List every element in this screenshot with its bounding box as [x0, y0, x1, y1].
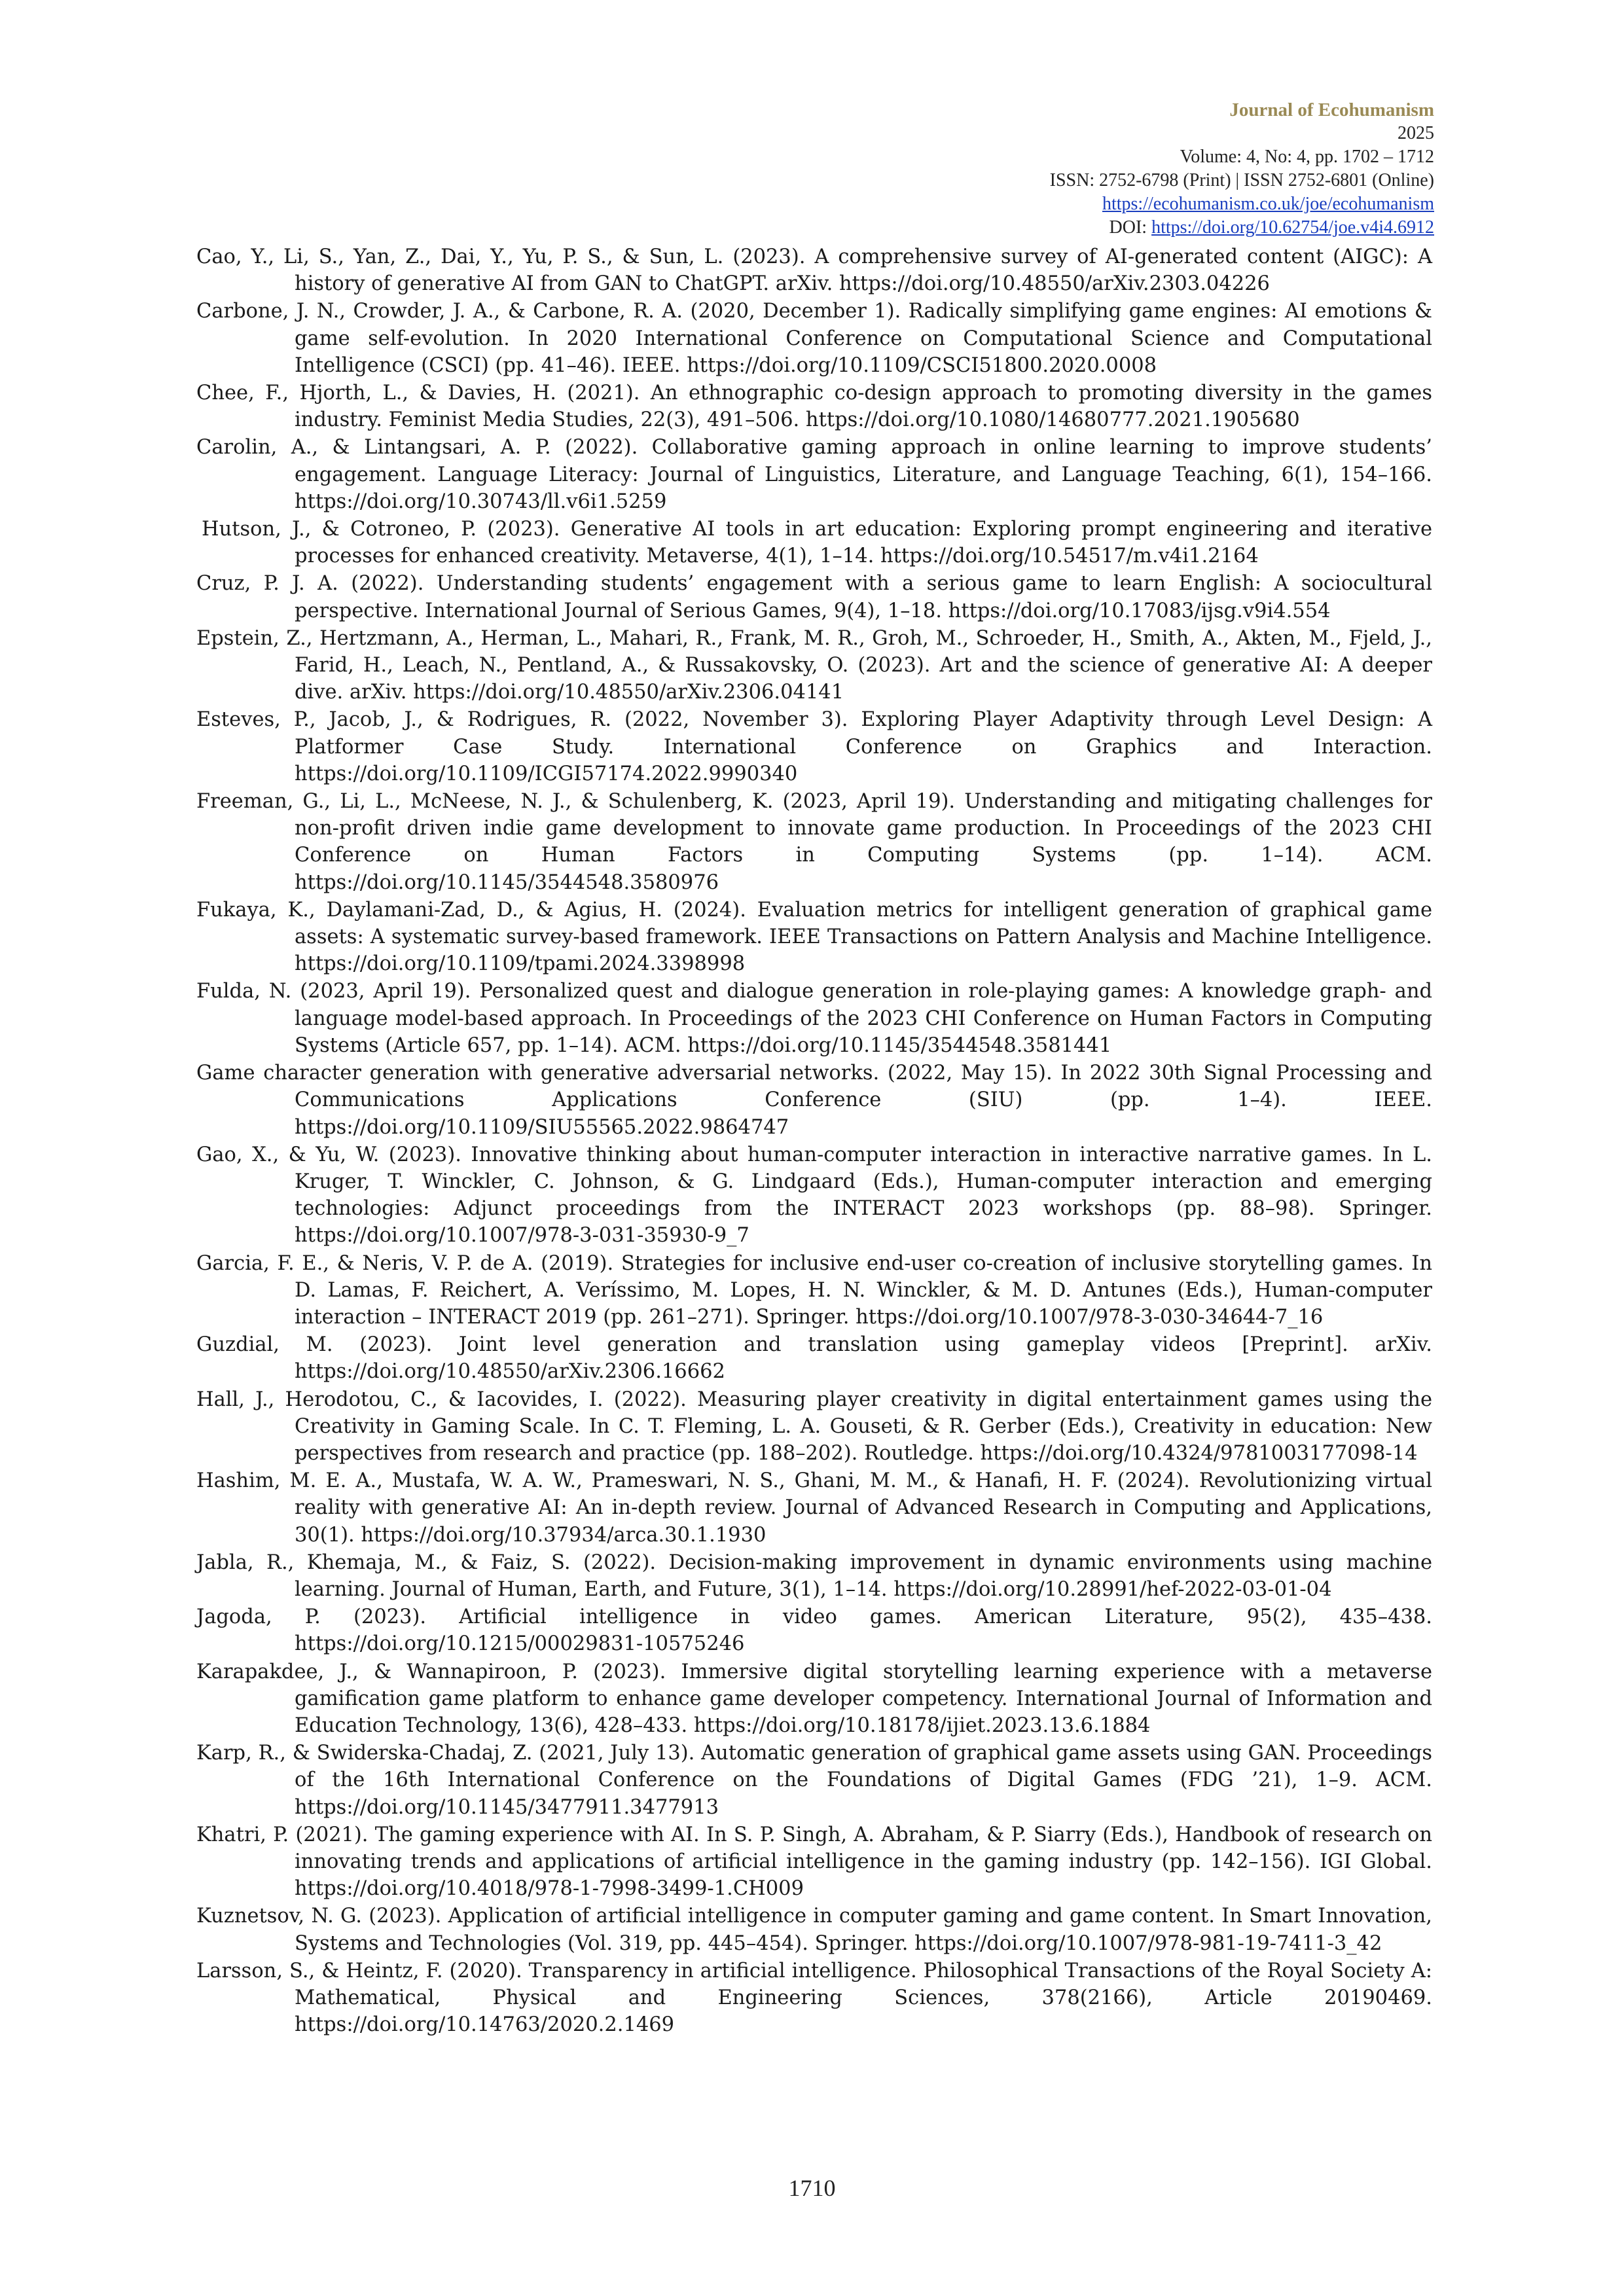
reference-entry: Karapakdee, J., & Wannapiroon, P. (2023). Immersive digital storytelling learning experience with a metaverse gamification game platform to enhance game developer competency. International Journal of Information and Education Technology, 13(6), 428–433. https://doi.org/10.18178/ijiet.2023.13.6.1884 [196, 1660, 1432, 1737]
reference-entry: Larsson, S., & Heintz, F. (2020). Transparency in artificial intelligence. Philosophical Transactions of the Royal Society A: Mathematical, Physical and Engineering Sciences, 378(2166), Article 20190469. https://doi.org/10.14763/2020.2.1469 [196, 1959, 1432, 2037]
reference-list [196, 243, 1432, 2039]
page-number: 1710 [788, 2175, 836, 2201]
journal-header [1050, 98, 1434, 240]
reference-entry: Chee, F., Hjorth, L., & Davies, H. (2021). An ethnographic co-design approach to promoting diversity in the games industry. Feminist Media Studies, 22(3), 491–506. https://doi.org/10.1080/14680777.2021.1905680 [196, 382, 1432, 432]
journal-website-link[interactable]: https://ecohumanism.co.uk/joe/ecohumanism [1102, 194, 1434, 214]
reference-entry: Epstein, Z., Hertzmann, A., Herman, L., Mahari, R., Frank, M. R., Groh, M., Schroeder, H., Smith, A., Akten, M., Fjeld, J., Farid, H., Leach, N., Pentland, A., & Russakovsky, O. (2023). Art and the science of generative AI: A deeper dive. arXiv. https://doi.org/10.48550/arXiv.2306.04141 [196, 626, 1432, 704]
reference-entry: Carolin, A., & Lintangsari, A. P. (2022). Collaborative gaming approach in online learning to improve students’ engagement. Language Literacy: Journal of Linguistics, Literature, and Language Teaching, 6(1), 154–166. https://doi.org/10.30743/ll.v6i1.5259 [196, 436, 1432, 513]
reference-entry: Guzdial, M. (2023). Joint level generation and translation using gameplay videos [Preprint]. arXiv. https://doi.org/10.48550/arXiv.2306.16662 [196, 1333, 1432, 1384]
reference-entry: Hall, J., Herodotou, C., & Iacovides, I. (2022). Measuring player creativity in digital entertainment games using the Creativity in Gaming Scale. In C. T. Fleming, L. A. Gouseti, & R. Gerber (Eds.), Creativity in education: New perspectives from research and practice (pp. 188–202). Routledge. https://doi.org/10.4324/9781003177098-14 [196, 1388, 1432, 1465]
journal-title: Journal of Ecohumanism [1229, 99, 1434, 120]
reference-entry: Karp, R., & Swiderska-Chadaj, Z. (2021, July 13). Automatic generation of graphical game assets using GAN. Proceedings of the 16th International Conference on the Foundations of Digital Games (FDG ’21), 1–9. ACM. https://doi.org/10.1145/3477911.3477913 [196, 1742, 1432, 1819]
reference-entry: Cruz, P. J. A. (2022). Understanding students’ engagement with a serious game to learn English: A sociocultural perspective. International Journal of Serious Games, 9(4), 1–18. https://doi.org/10.17083/ijsg.v9i4.554 [196, 572, 1432, 622]
reference-entry: Game character generation with generative adversarial networks. (2022, May 15). In 2022 30th Signal Processing and Communications Applications Conference (SIU) (pp. 1–4). IEEE. https://doi.org/10.1109/SIU55565.2022.9864747 [196, 1062, 1432, 1139]
reference-entry: Carbone, J. N., Crowder, J. A., & Carbone, R. A. (2020, December 1). Radically simplifying game engines: AI emotions & game self-evolution. In 2020 International Conference on Computational Science and Computational Intelligence (CSCI) (pp. 41–46). IEEE. https://doi.org/10.1109/CSCI51800.2020.0008 [196, 300, 1432, 377]
doi-link[interactable]: https://doi.org/10.62754/joe.v4i4.6912 [1151, 217, 1434, 238]
reference-entry: Hutson, J., & Cotroneo, P. (2023). Generative AI tools in art education: Exploring prompt engineering and iterative processes for enhanced creativity. Metaverse, 4(1), 1–14. https://doi.org/10.54517/m.v4i1.2164 [202, 518, 1432, 568]
reference-entry: Cao, Y., Li, S., Yan, Z., Dai, Y., Yu, P. S., & Sun, L. (2023). A comprehensive survey of AI-generated content (AIGC): A history of generative AI from GAN to ChatGPT. arXiv. https://doi.org/10.48550/arXiv.2303.04226 [196, 245, 1432, 296]
issn-info: ISSN: 2752-6798 (Print) | ISSN 2752-6801 (Online) [1049, 170, 1434, 190]
reference-entry: Jagoda, P. (2023). Artificial intelligence in video games. American Literature, 95(2), 435–438. https://doi.org/10.1215/00029831-10575246 [196, 1605, 1432, 1656]
reference-entry: Khatri, P. (2021). The gaming experience with AI. In S. P. Singh, A. Abraham, & P. Siarry (Eds.), Handbook of research on innovating trends and applications of artificial intelligence in the gaming industry (pp. 142–156). IGI Global. https://doi.org/10.4018/978-1-7998-3499-1.CH009 [196, 1823, 1432, 1901]
reference-entry: Fukaya, K., Daylamani-Zad, D., & Agius, H. (2024). Evaluation metrics for intelligent generation of graphical game assets: A systematic survey-based framework. IEEE Transactions on Pattern Analysis and Machine Intelligence. https://doi.org/10.1109/tpami.2024.3398998 [196, 898, 1432, 976]
reference-entry: Garcia, F. E., & Neris, V. P. de A. (2019). Strategies for inclusive end-user co-creation of inclusive storytelling games. In D. Lamas, F. Reichert, A. Veríssimo, M. Lopes, H. N. Winckler, & M. D. Antunes (Eds.), Human-computer interaction – INTERACT 2019 (pp. 261–271). Springer. https://doi.org/10.1007/978-3-030-34644-7_16 [196, 1251, 1432, 1329]
reference-entry: Hashim, M. E. A., Mustafa, W. A. W., Prameswari, N. S., Ghani, M. M., & Hanafi, H. F. (2024). Revolutionizing virtual reality with generative AI: An in-depth review. Journal of Advanced Research in Computing and Applications, 30(1). https://doi.org/10.37934/arca.30.1.1930 [196, 1469, 1432, 1547]
reference-entry: Gao, X., & Yu, W. (2023). Innovative thinking about human-computer interaction in interactive narrative games. In L. Kruger, T. Winckler, C. Johnson, & G. Lindgaard (Eds.), Human-computer interaction and emerging technologies: Adjunct proceedings from the INTERACT 2023 workshops (pp. 88–98). Springer. https://doi.org/10.1007/978-3-031-35930-9_7 [196, 1143, 1432, 1247]
volume-info: Volume: 4, No: 4, pp. 1702 – 1712 [1180, 147, 1434, 167]
doi-label: DOI: [1109, 217, 1152, 238]
publication-year: 2025 [1398, 123, 1434, 143]
reference-entry: Esteves, P., Jacob, J., & Rodrigues, R. (2022, November 3). Exploring Player Adaptivity through Level Design: A Platformer Case Study. International Conference on Graphics and Interaction. https://doi.org/10.1109/ICGI57174.2022.9990340 [196, 708, 1432, 785]
reference-entry: Fulda, N. (2023, April 19). Personalized quest and dialogue generation in role-playing games: A knowledge graph- and language model-based approach. In Proceedings of the 2023 CHI Conference on Human Factors in Computing Systems (Article 657, pp. 1–14). ACM. https://doi.org/10.1145/3544548.3581441 [196, 980, 1432, 1057]
reference-entry: Freeman, G., Li, L., McNeese, N. J., & Schulenberg, K. (2023, April 19). Understanding and mitigating challenges for non-profit driven indie game development to innovate game production. In Proceedings of the 2023 CHI Conference on Human Factors in Computing Systems (pp. 1–14). ACM. https://doi.org/10.1145/3544548.3580976 [196, 790, 1432, 894]
reference-entry: Jabla, R., Khemaja, M., & Faiz, S. (2022). Decision-making improvement in dynamic environments using machine learning. Journal of Human, Earth, and Future, 3(1), 1–14. https://doi.org/10.28991/hef-2022-03-01-04 [196, 1551, 1432, 1601]
reference-entry: Kuznetsov, N. G. (2023). Application of artificial intelligence in computer gaming and game content. In Smart Innovation, Systems and Technologies (Vol. 319, pp. 445–454). Springer. https://doi.org/10.1007/978-981-19-7411-3_42 [196, 1905, 1432, 1955]
doi-line [1050, 216, 1434, 240]
